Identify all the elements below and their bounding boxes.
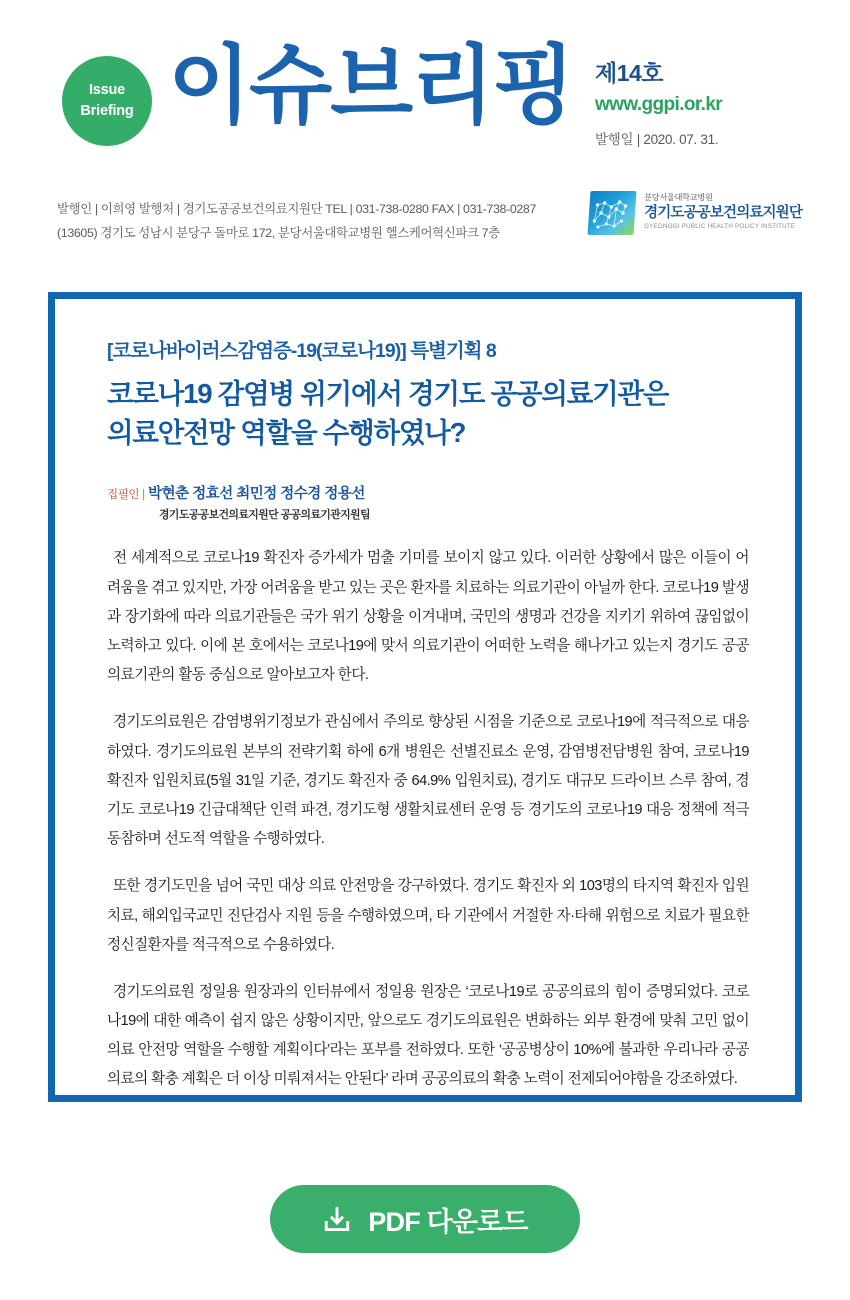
article-kicker: [코로나바이러스감염증-19(코로나19)] 특별기획 8 xyxy=(107,340,496,362)
byline-authors: 박현춘 정효선 최민정 정수경 정용선 xyxy=(148,486,365,503)
masthead xyxy=(0,0,850,175)
article-body xyxy=(107,544,749,1094)
institute-emblem-icon xyxy=(588,191,637,235)
headline-line-1: 코로나19 감염병 위기에서 경기도 공공의료기관은 xyxy=(107,378,669,410)
byline-label: 집필인 xyxy=(107,489,140,502)
article-inner xyxy=(55,299,795,1095)
badge-line-2: Briefing xyxy=(80,103,134,119)
wordmark-title: 이슈브리핑 xyxy=(168,38,574,134)
logo-institute-name-en: GYEONGGI PUBLIC HEALTH POLICY INSTITUTE xyxy=(644,223,796,231)
article-paragraph: 전 세계적으로 코로나19 확진자 증가세가 멈출 기미를 보이지 않고 있다. 이러한 상황에서 많은 이들이 어려움을 겪고 있지만, 가장 어려움을 받고 있는 곳은 환자를 치료하는 의료기관이 아닐까 한다. 코로나19 발생과 장기화에 따라 의료기관들은 국가 위기 상황을 이겨내며, 국민의 생명과 건강을 지키기 위하여 끊임없이 노력하고 있다. 이에 본 호에서는 코로나19에 맞서 의료기관이 어떠한 노력을 해나가고 있는지 경기도 공공의료기관의 활동 중심으로 알아보고자 한다. xyxy=(107,550,749,684)
article-paragraph: 경기도의료원은 감염병위기정보가 관심에서 주의로 향상된 시점을 기준으로 코로나19에 적극적으로 대응하였다. 경기도의료원 본부의 전략기획 하에 6개 병원은 선별진료소 운영, 감염병전담병원 참여, 코로나19 확진자 입원치료(5월 31일 기준, 경기도 확진자 중 64.9% 입원치료), 경기도 대규모 드라이브 스루 참여, 경기도 코로나19 긴급대책단 인력 파견, 경기도형 생활치료센터 운영 등 경기도의 코로나19 대응 정책에 적극 동참하며 선도적 역할을 수행하였다. xyxy=(107,714,749,848)
publisher-line-2: (13605) 경기도 성남시 분당구 돌마로 172, 분당서울대학교병원 헬스케어혁신파크 7층 xyxy=(57,226,500,241)
download-section xyxy=(0,1185,850,1253)
badge-line-1: Issue xyxy=(88,81,126,98)
byline-affiliation: 경기도공공보건의료지원단 공공의료기관지원팀 xyxy=(159,509,371,522)
pdf-download-button[interactable] xyxy=(270,1185,579,1253)
byline-separator: | xyxy=(142,489,146,502)
masthead-meta xyxy=(595,55,795,148)
publish-date-separator: | xyxy=(636,132,640,147)
organization-logo xyxy=(589,191,802,235)
issue-number: 제14호 xyxy=(595,60,664,86)
publish-date-value: 2020. 07. 31. xyxy=(643,132,719,147)
byline xyxy=(107,482,749,503)
article-paragraph: 또한 경기도민을 넘어 국민 대상 의료 안전망을 강구하였다. 경기도 확진자 외 103명의 타지역 확진자 입원치료, 해외입국교민 진단검사 지원 등을 수행하였으며, 타 기관에서 거절한 자·타해 위험으로 치료가 필요한 정신질환자를 적극적으로 수용하였다. xyxy=(107,878,749,953)
pdf-download-label: PDF 다운로드 xyxy=(368,1206,528,1237)
issue-briefing-badge xyxy=(62,56,152,146)
publisher-info xyxy=(57,197,536,245)
headline-line-2: 의료안전망 역할을 수행하였나? xyxy=(107,417,466,449)
download-icon xyxy=(322,1204,352,1234)
logo-hospital-name: 분당서울대학교병원 xyxy=(644,193,713,202)
publisher-line-1: 발행인 | 이희영 발행처 | 경기도공공보건의료지원단 TEL | 031-738-0280 FAX | 031-738-0287 xyxy=(57,202,537,216)
publish-date-row xyxy=(595,128,795,148)
publish-date-label: 발행일 xyxy=(595,132,634,147)
article-paragraph: 경기도의료원 정일용 원장과의 인터뷰에서 정일용 원장은 ‘코로나19로 공공의료의 힘이 증명되었다. 코로나19에 대한 예측이 쉽지 않은 상황이지만, 앞으로도 경기도의료원은 변화하는 외부 환경에 맞춰 고민 없이 의료 안전망 역할을 수행할 계획이다’라는 포부를 전하였다. 또한 ‘공공병상이 10%에 불과한 우리나라 공공의료의 확충 계획은 더 이상 미뤄져서는 안된다’ 라며 공공의료의 확충 노력이 전제되어야함을 강조하였다. xyxy=(107,983,749,1088)
article-headline xyxy=(107,374,749,452)
article-container xyxy=(48,292,802,1102)
publisher-strip xyxy=(0,175,850,261)
organization-logo-text xyxy=(644,191,802,232)
logo-institute-name: 경기도공공보건의료지원단 xyxy=(644,204,802,221)
website-url[interactable]: www.ggpi.or.kr xyxy=(595,94,723,115)
